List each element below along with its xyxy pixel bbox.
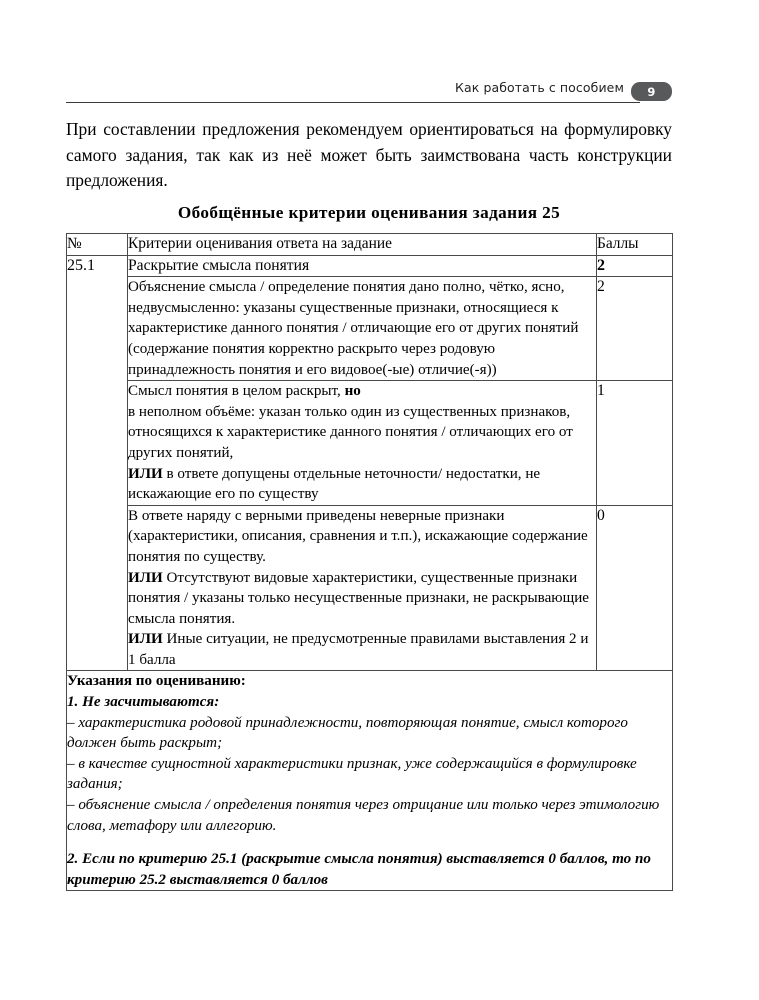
table-row	[67, 381, 673, 506]
notes-spacer	[67, 836, 672, 849]
criteria-text-segment: в неполном объёме: указан только один из существенных признаков, относящихся к характеристике данного понятия / отличающих его от других понятий,	[128, 403, 573, 461]
running-header	[66, 78, 672, 104]
page-number-badge: 9	[631, 82, 672, 101]
criteria-text-emphasis: но	[344, 383, 361, 400]
criterion-title-score: 2	[597, 255, 673, 277]
grading-notes	[67, 671, 673, 891]
notes-item-1-line: – объяснение смысла / определения понятия через отрицание или только через этимологию слова, метафору или аллегорию.	[67, 797, 660, 834]
criteria-text-segment: В ответе наряду с верными приведены неверные признаки (характеристики, описания, сравнения и т.п.), искажающие содержание понятия по существу.	[128, 507, 588, 565]
table-row	[67, 505, 673, 671]
criteria-text-emphasis: ИЛИ	[128, 569, 163, 586]
criteria-description-1	[128, 381, 597, 506]
notes-item-1-title: 1. Не засчитываются:	[67, 694, 220, 711]
criterion-title-row	[67, 255, 673, 277]
criteria-table	[66, 233, 673, 891]
criteria-description-2: Объяснение смысла / определение понятия дано полно, чётко, ясно, недвусмысленно: указаны существенные признаки, относящиеся к характеристике данного понятия / отличающие его от других понятий (содержание понятия корректно раскрыто через родовую принадлежность понятия и его видовое(-ые) отличие(-я))	[128, 277, 597, 381]
notes-title: Указания по оцениванию:	[67, 673, 246, 690]
table-caption: Обобщённые критерии оценивания задания 25	[177, 203, 561, 222]
criteria-text-segment: Отсутствуют видовые характеристики, существенные признаки понятия / указаны только несущественные признаки, не раскрывающие смысла понятия.	[128, 569, 589, 627]
table-header-row	[67, 234, 673, 256]
grading-notes-row	[67, 671, 673, 891]
score-value-0: 0	[597, 505, 673, 671]
notes-item-1-line: – характеристика родовой принадлежности, повторяющая понятие, смысл которого должен быть раскрыт;	[67, 714, 628, 752]
criteria-text-emphasis: ИЛИ	[128, 631, 163, 648]
column-header-score: Баллы	[597, 234, 673, 256]
criteria-text-segment: Смысл понятия в целом раскрыт,	[128, 383, 341, 400]
notes-item-2: 2. Если по критерию 25.1 (раскрытие смысла понятия) выставляется 0 баллов, то по критерию 25.2 выставляется 0 баллов	[67, 851, 651, 888]
criterion-number: 25.1	[67, 255, 128, 671]
running-header-title: Как работать с пособием	[454, 80, 624, 95]
score-value-2: 2	[597, 277, 673, 381]
intro-paragraph: При составлении предложения рекомендуем ориентироваться на формулировку самого задания, так как из неё может быть заимствована часть конструкции предложения.	[66, 119, 672, 191]
column-header-criteria: Критерии оценивания ответа на задание	[128, 234, 597, 256]
notes-item-1-line: – в качестве сущностной характеристики признак, уже содержащийся в формулировке задания;	[67, 755, 637, 793]
column-header-number: №	[67, 234, 128, 256]
intro-paragraph-block	[66, 117, 672, 194]
criteria-text-emphasis: ИЛИ	[128, 465, 163, 482]
criteria-description-0	[128, 505, 597, 671]
header-divider	[66, 102, 640, 103]
table-row	[67, 277, 673, 381]
score-value-1: 1	[597, 381, 673, 506]
criterion-title: Раскрытие смысла понятия	[128, 255, 597, 277]
criteria-text-segment: Иные ситуации, не предусмотренные правилами выставления 2 и 1 балла	[128, 631, 589, 668]
criteria-text-segment: в ответе допущены отдельные неточности/ недостатки, не искажающие его по существу	[128, 465, 541, 503]
